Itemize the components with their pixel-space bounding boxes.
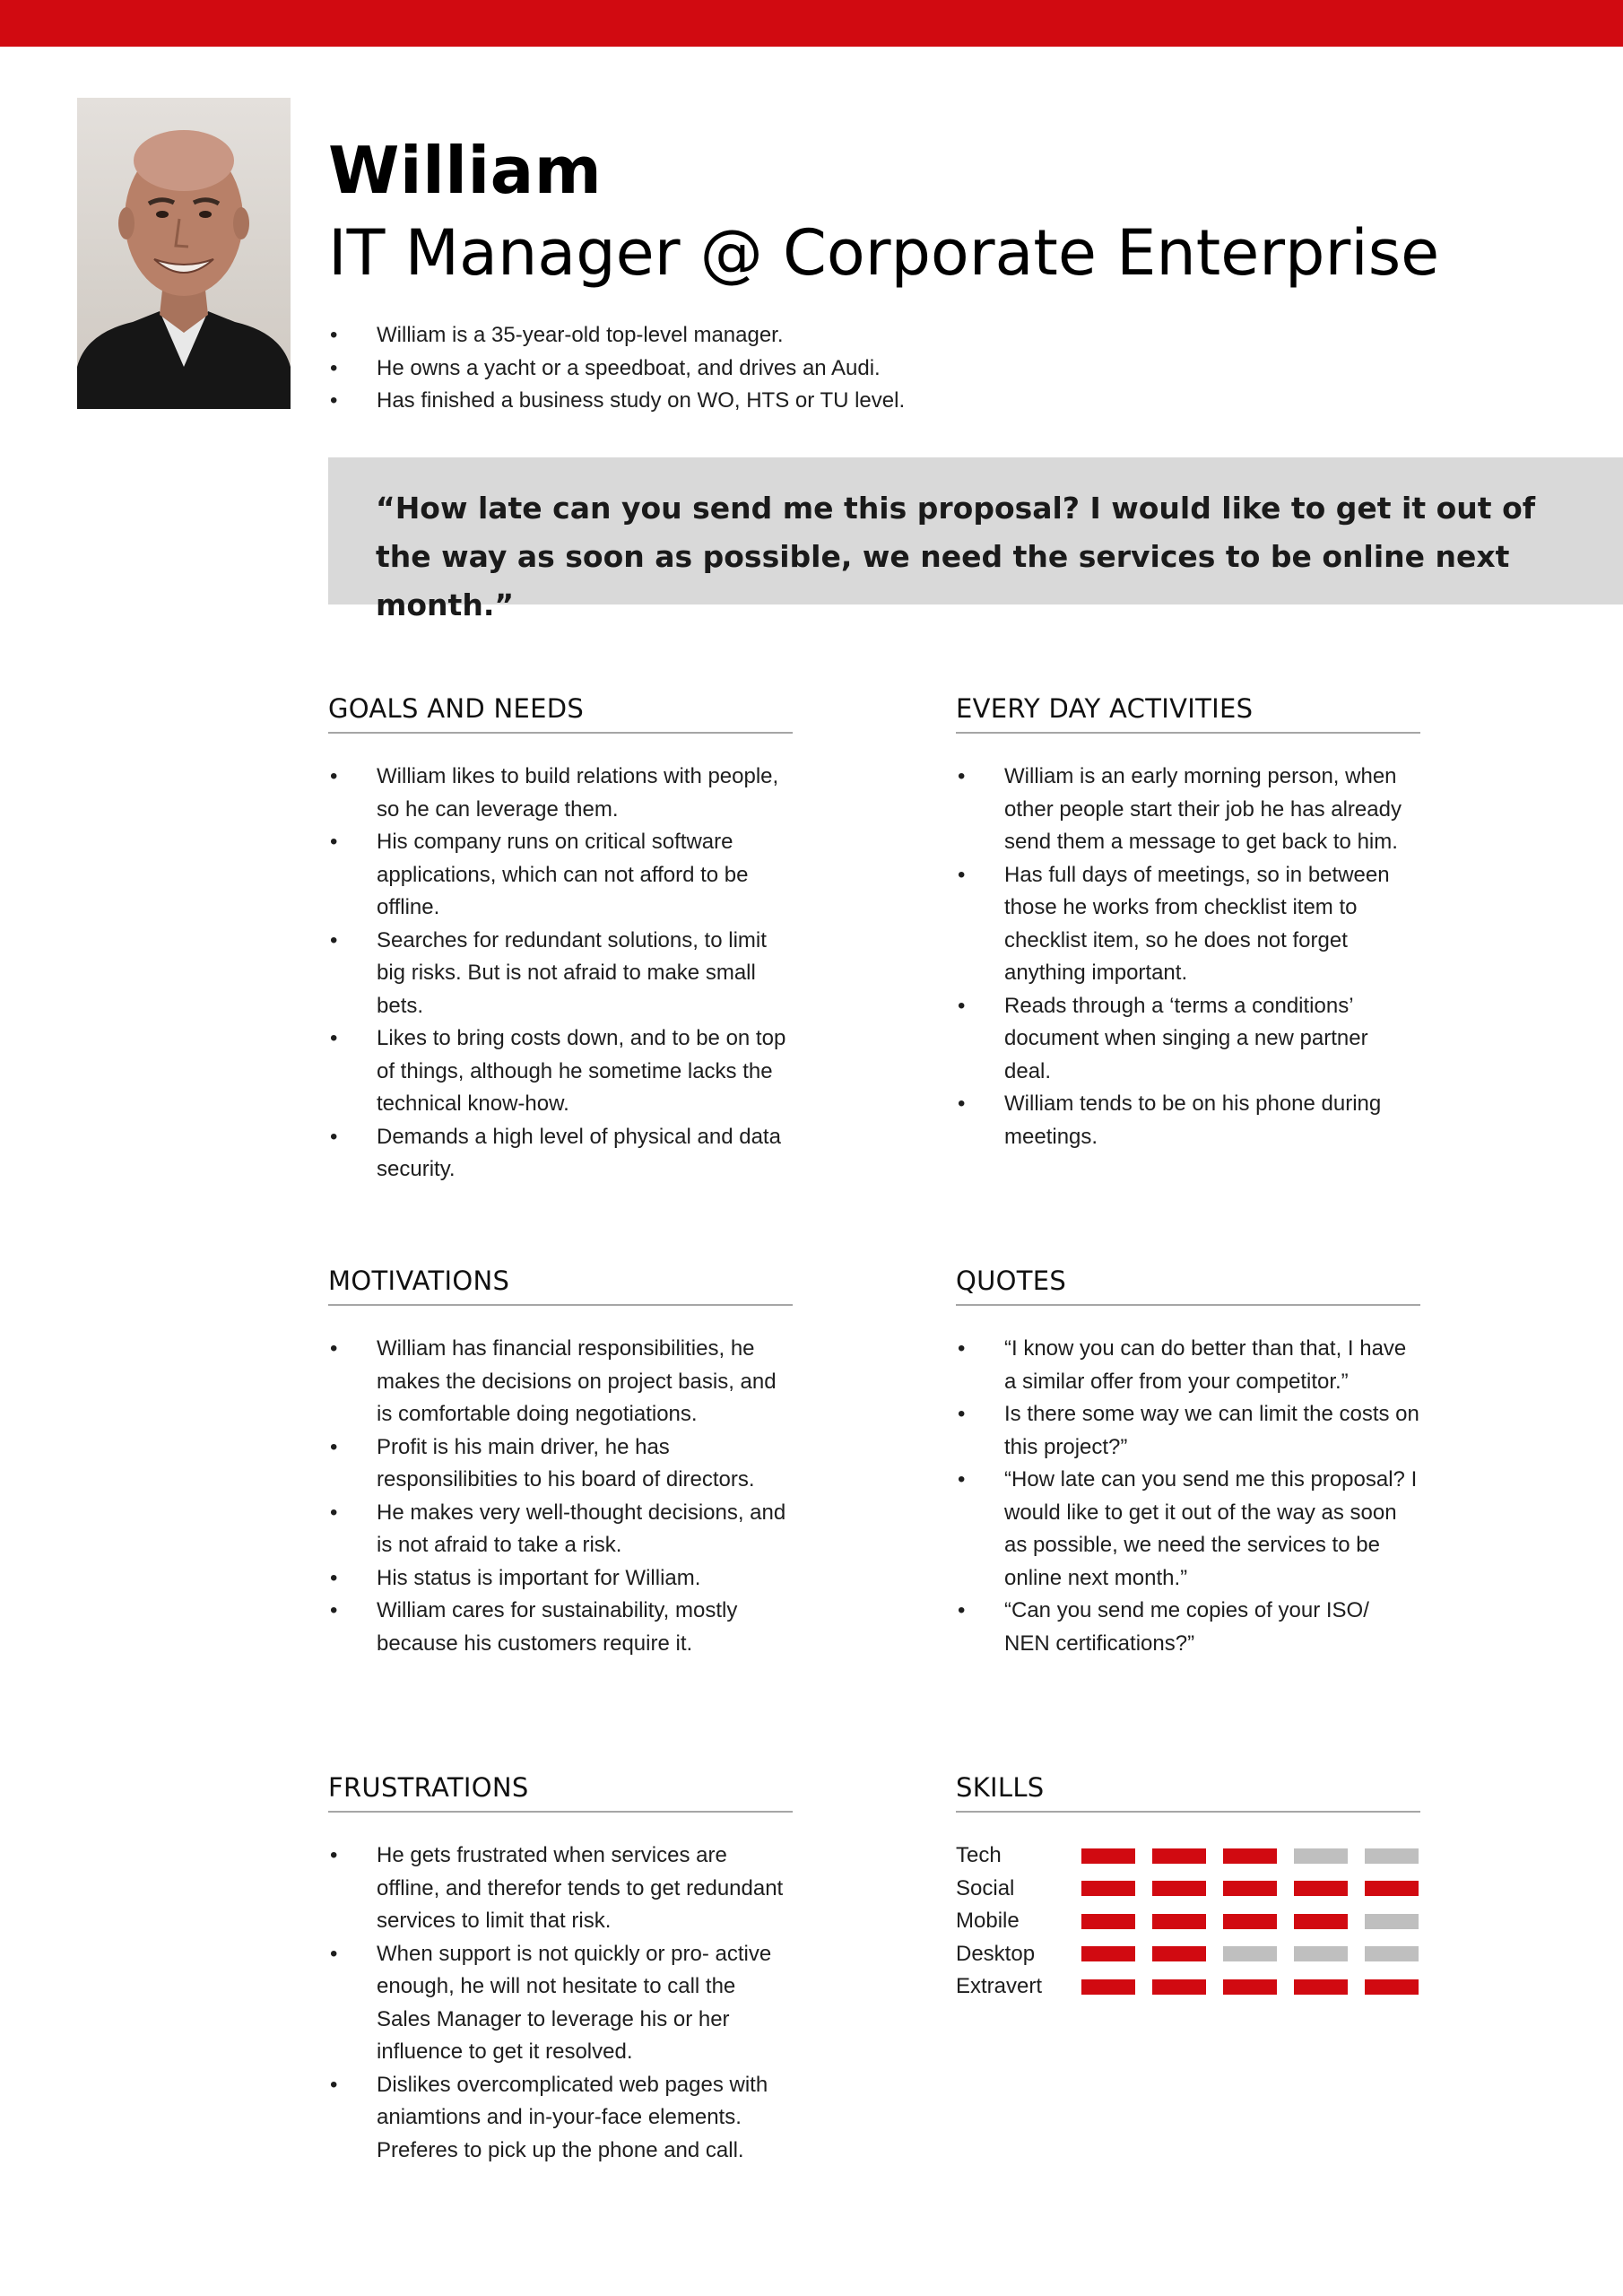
skill-label: Social (956, 1875, 1015, 1900)
skill-segment-filled (1294, 1881, 1348, 1896)
section-quotes (956, 1264, 1420, 1660)
skill-rating (1081, 1946, 1419, 1961)
list-item: • He gets frustrated when services are offline, and therefor tends to get redundant services to limit that risk. (328, 1839, 793, 1938)
list-item: • Profit is his main driver, he has responsilibities to his board of directors. (328, 1431, 793, 1497)
skill-segment-filled (1152, 1914, 1206, 1929)
skill-rating (1081, 1914, 1419, 1929)
skill-row (956, 1938, 1420, 1971)
skill-segment-filled (1223, 1881, 1277, 1896)
skill-segment-filled (1223, 1914, 1277, 1929)
skill-row (956, 1905, 1420, 1938)
skill-segment-empty (1365, 1848, 1419, 1864)
highlight-quote-box (328, 457, 1623, 622)
list-item: • Reads through a ‘terms a conditions’ document when singing a new partner deal. (956, 990, 1420, 1089)
skill-row (956, 1839, 1420, 1873)
list-item: • William has financial responsibilities, he makes the decisions on project basis, and is comfortable doing negotiations. (328, 1333, 793, 1431)
skill-segment-filled (1152, 1946, 1206, 1961)
section-frustrations (328, 1770, 793, 2167)
goals-list (328, 761, 793, 1187)
list-item: • William cares for sustainability, mostly because his customers require it. (328, 1595, 793, 1660)
section-title: SKILLS (956, 1770, 1420, 1813)
skill-segment-filled (1223, 1979, 1277, 1995)
list-item: • Demands a high level of physical and data security. (328, 1121, 793, 1187)
section-title: EVERY DAY ACTIVITIES (956, 691, 1420, 734)
section-title: FRUSTRATIONS (328, 1770, 793, 1813)
skill-rating (1081, 1881, 1419, 1896)
skill-row (956, 1970, 1420, 2004)
section-every-day-activities (956, 691, 1420, 1153)
list-item: • William is a 35-year-old top-level manager. (328, 319, 1494, 352)
list-item: • “Can you send me copies of your ISO/ NEN certifications?” (956, 1595, 1420, 1660)
skill-segment-filled (1081, 1914, 1135, 1929)
list-item: • Searches for redundant solutions, to limit big risks. But is not afraid to make small bets. (328, 925, 793, 1023)
skill-label: Mobile (956, 1909, 1020, 1933)
section-title: QUOTES (956, 1264, 1420, 1306)
skill-segment-filled (1081, 1881, 1135, 1896)
list-item: • Has full days of meetings, so in between those he works from checklist item to checklist item, so he does not forget anything important. (956, 859, 1420, 990)
list-item: • William is an early morning person, when other people start their job he has already send them a message to get back to him. (956, 761, 1420, 859)
list-item: • William tends to be on his phone during meetings. (956, 1088, 1420, 1153)
skill-segment-filled (1365, 1979, 1419, 1995)
list-item: • When support is not quickly or pro- active enough, he will not hesitate to call the Sales Manager to leverage his or her influence to get it resolved. (328, 1938, 793, 2069)
skill-segment-empty (1294, 1848, 1348, 1864)
list-item: • Likes to bring costs down, and to be on top of things, although he sometime lacks the technical know-how. (328, 1022, 793, 1121)
skill-label: Tech (956, 1843, 1002, 1867)
section-goals-and-needs (328, 691, 793, 1187)
section-title: GOALS AND NEEDS (328, 691, 793, 734)
quotes-list (956, 1333, 1420, 1660)
skill-segment-filled (1365, 1881, 1419, 1896)
highlight-quote: “How late can you send me this proposal? I would like to get it out of the way as soon as possible, we need the services to be online next month.” (376, 491, 1536, 622)
skill-segment-filled (1081, 1946, 1135, 1961)
skill-row (956, 1873, 1420, 1906)
persona-role: IT Manager @ Corporate Enterprise (328, 216, 1440, 290)
activities-list (956, 761, 1420, 1153)
list-item: • He owns a yacht or a speedboat, and drives an Audi. (328, 352, 1494, 386)
list-item: • His status is important for William. (328, 1562, 793, 1596)
skills-list (956, 1839, 1420, 2004)
skill-rating (1081, 1979, 1419, 1995)
skill-segment-empty (1365, 1914, 1419, 1929)
section-title: MOTIVATIONS (328, 1264, 793, 1306)
skill-segment-filled (1294, 1914, 1348, 1929)
list-item: • “How late can you send me this proposal? I would like to get it out of the way as soon as possible, we need the services to be online next month.” (956, 1464, 1420, 1595)
list-item: • Has finished a business study on WO, HTS or TU level. (328, 385, 1494, 418)
skill-rating (1081, 1848, 1419, 1864)
skill-segment-empty (1223, 1946, 1277, 1961)
skill-segment-empty (1294, 1946, 1348, 1961)
profile-photo (77, 98, 291, 409)
skill-label: Extravert (956, 1974, 1043, 1998)
frustrations-list (328, 1839, 793, 2167)
skill-segment-filled (1294, 1979, 1348, 1995)
skill-segment-filled (1081, 1979, 1135, 1995)
skill-segment-filled (1152, 1881, 1206, 1896)
list-item: • Dislikes overcomplicated web pages with aniamtions and in-your-face elements. Preferes to pick up the phone and call. (328, 2069, 793, 2168)
skill-segment-filled (1152, 1848, 1206, 1864)
list-item: • His company runs on critical software applications, which can not afford to be offline. (328, 826, 793, 925)
skill-segment-filled (1223, 1848, 1277, 1864)
list-item: • “I know you can do better than that, I have a similar offer from your competitor.” (956, 1333, 1420, 1398)
top-accent-bar (0, 0, 1623, 47)
list-item: • William likes to build relations with people, so he can leverage them. (328, 761, 793, 826)
list-item: • Is there some way we can limit the costs on this project?” (956, 1398, 1420, 1464)
list-item: • He makes very well-thought decisions, and is not afraid to take a risk. (328, 1497, 793, 1562)
motivations-list (328, 1333, 793, 1660)
section-motivations (328, 1264, 793, 1660)
skill-label: Desktop (956, 1941, 1036, 1966)
skill-segment-empty (1365, 1946, 1419, 1961)
section-skills (956, 1770, 1420, 2004)
skill-segment-filled (1152, 1979, 1206, 1995)
persona-name: William (328, 133, 603, 208)
skill-segment-filled (1081, 1848, 1135, 1864)
intro-list (328, 319, 1494, 418)
